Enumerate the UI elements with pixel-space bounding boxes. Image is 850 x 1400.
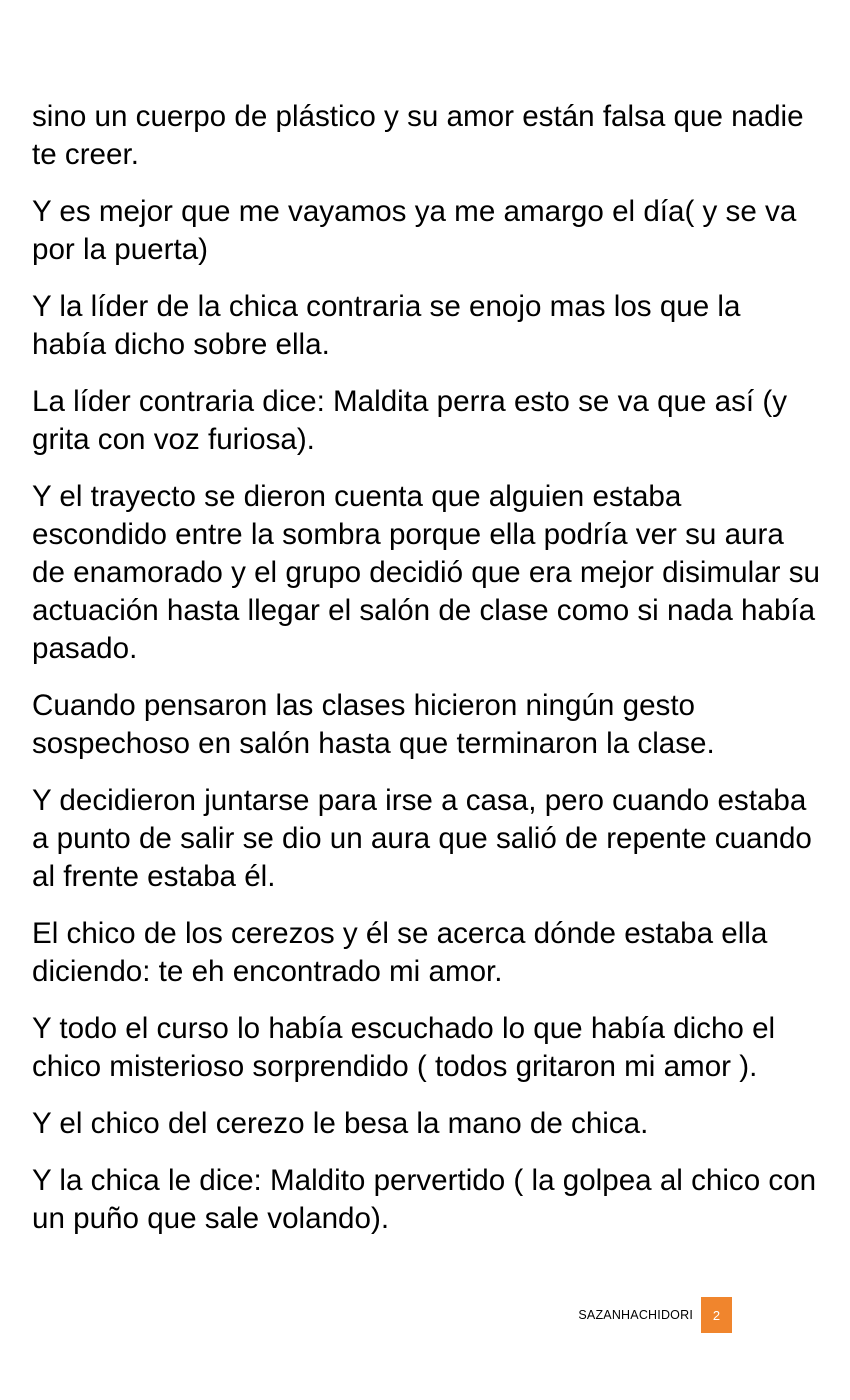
paragraph: Y la líder de la chica contraria se enojo mas los que la había dicho sobre ella. — [32, 290, 741, 361]
story-text — [32, 98, 822, 1257]
paragraph: Y decidieron juntarse para irse a casa, pero cuando estaba a punto de salir se dio un aura que salió de repente cuando al frente estaba él. — [32, 784, 812, 893]
paragraph: sino un cuerpo de plástico y su amor están falsa que nadie te creer. — [32, 100, 804, 171]
page-footer — [560, 1297, 760, 1333]
paragraph: Y el trayecto se dieron cuenta que alguien estaba escondido entre la sombra porque ella podría ver su aura de enamorado y el grupo decidió que era mejor disimular su actuación hasta llegar el salón de clase como si nada había pasado. — [32, 480, 820, 665]
paragraph: Y es mejor que me vayamos ya me amargo el día( y se va por la puerta) — [32, 195, 797, 266]
paragraph: La líder contraria dice: Maldita perra esto se va que así (y grita con voz furiosa). — [32, 385, 788, 456]
paragraph: Y la chica le dice: Maldito pervertido ( la golpea al chico con un puño que sale volando). — [32, 1164, 817, 1235]
paragraph: El chico de los cerezos y él se acerca dónde estaba ella diciendo: te eh encontrado mi amor. — [32, 917, 768, 988]
paragraph: Y el chico del cerezo le besa la mano de chica. — [32, 1107, 649, 1140]
footer-author: SAZANHACHIDORI — [578, 1308, 693, 1322]
page-number-badge: 2 — [701, 1297, 732, 1333]
paragraph: Cuando pensaron las clases hicieron ningún gesto sospechoso en salón hasta que terminaron la clase. — [32, 689, 715, 760]
paragraph: Y todo el curso lo había escuchado lo que había dicho el chico misterioso sorprendido ( todos gritaron mi amor ). — [32, 1012, 776, 1083]
